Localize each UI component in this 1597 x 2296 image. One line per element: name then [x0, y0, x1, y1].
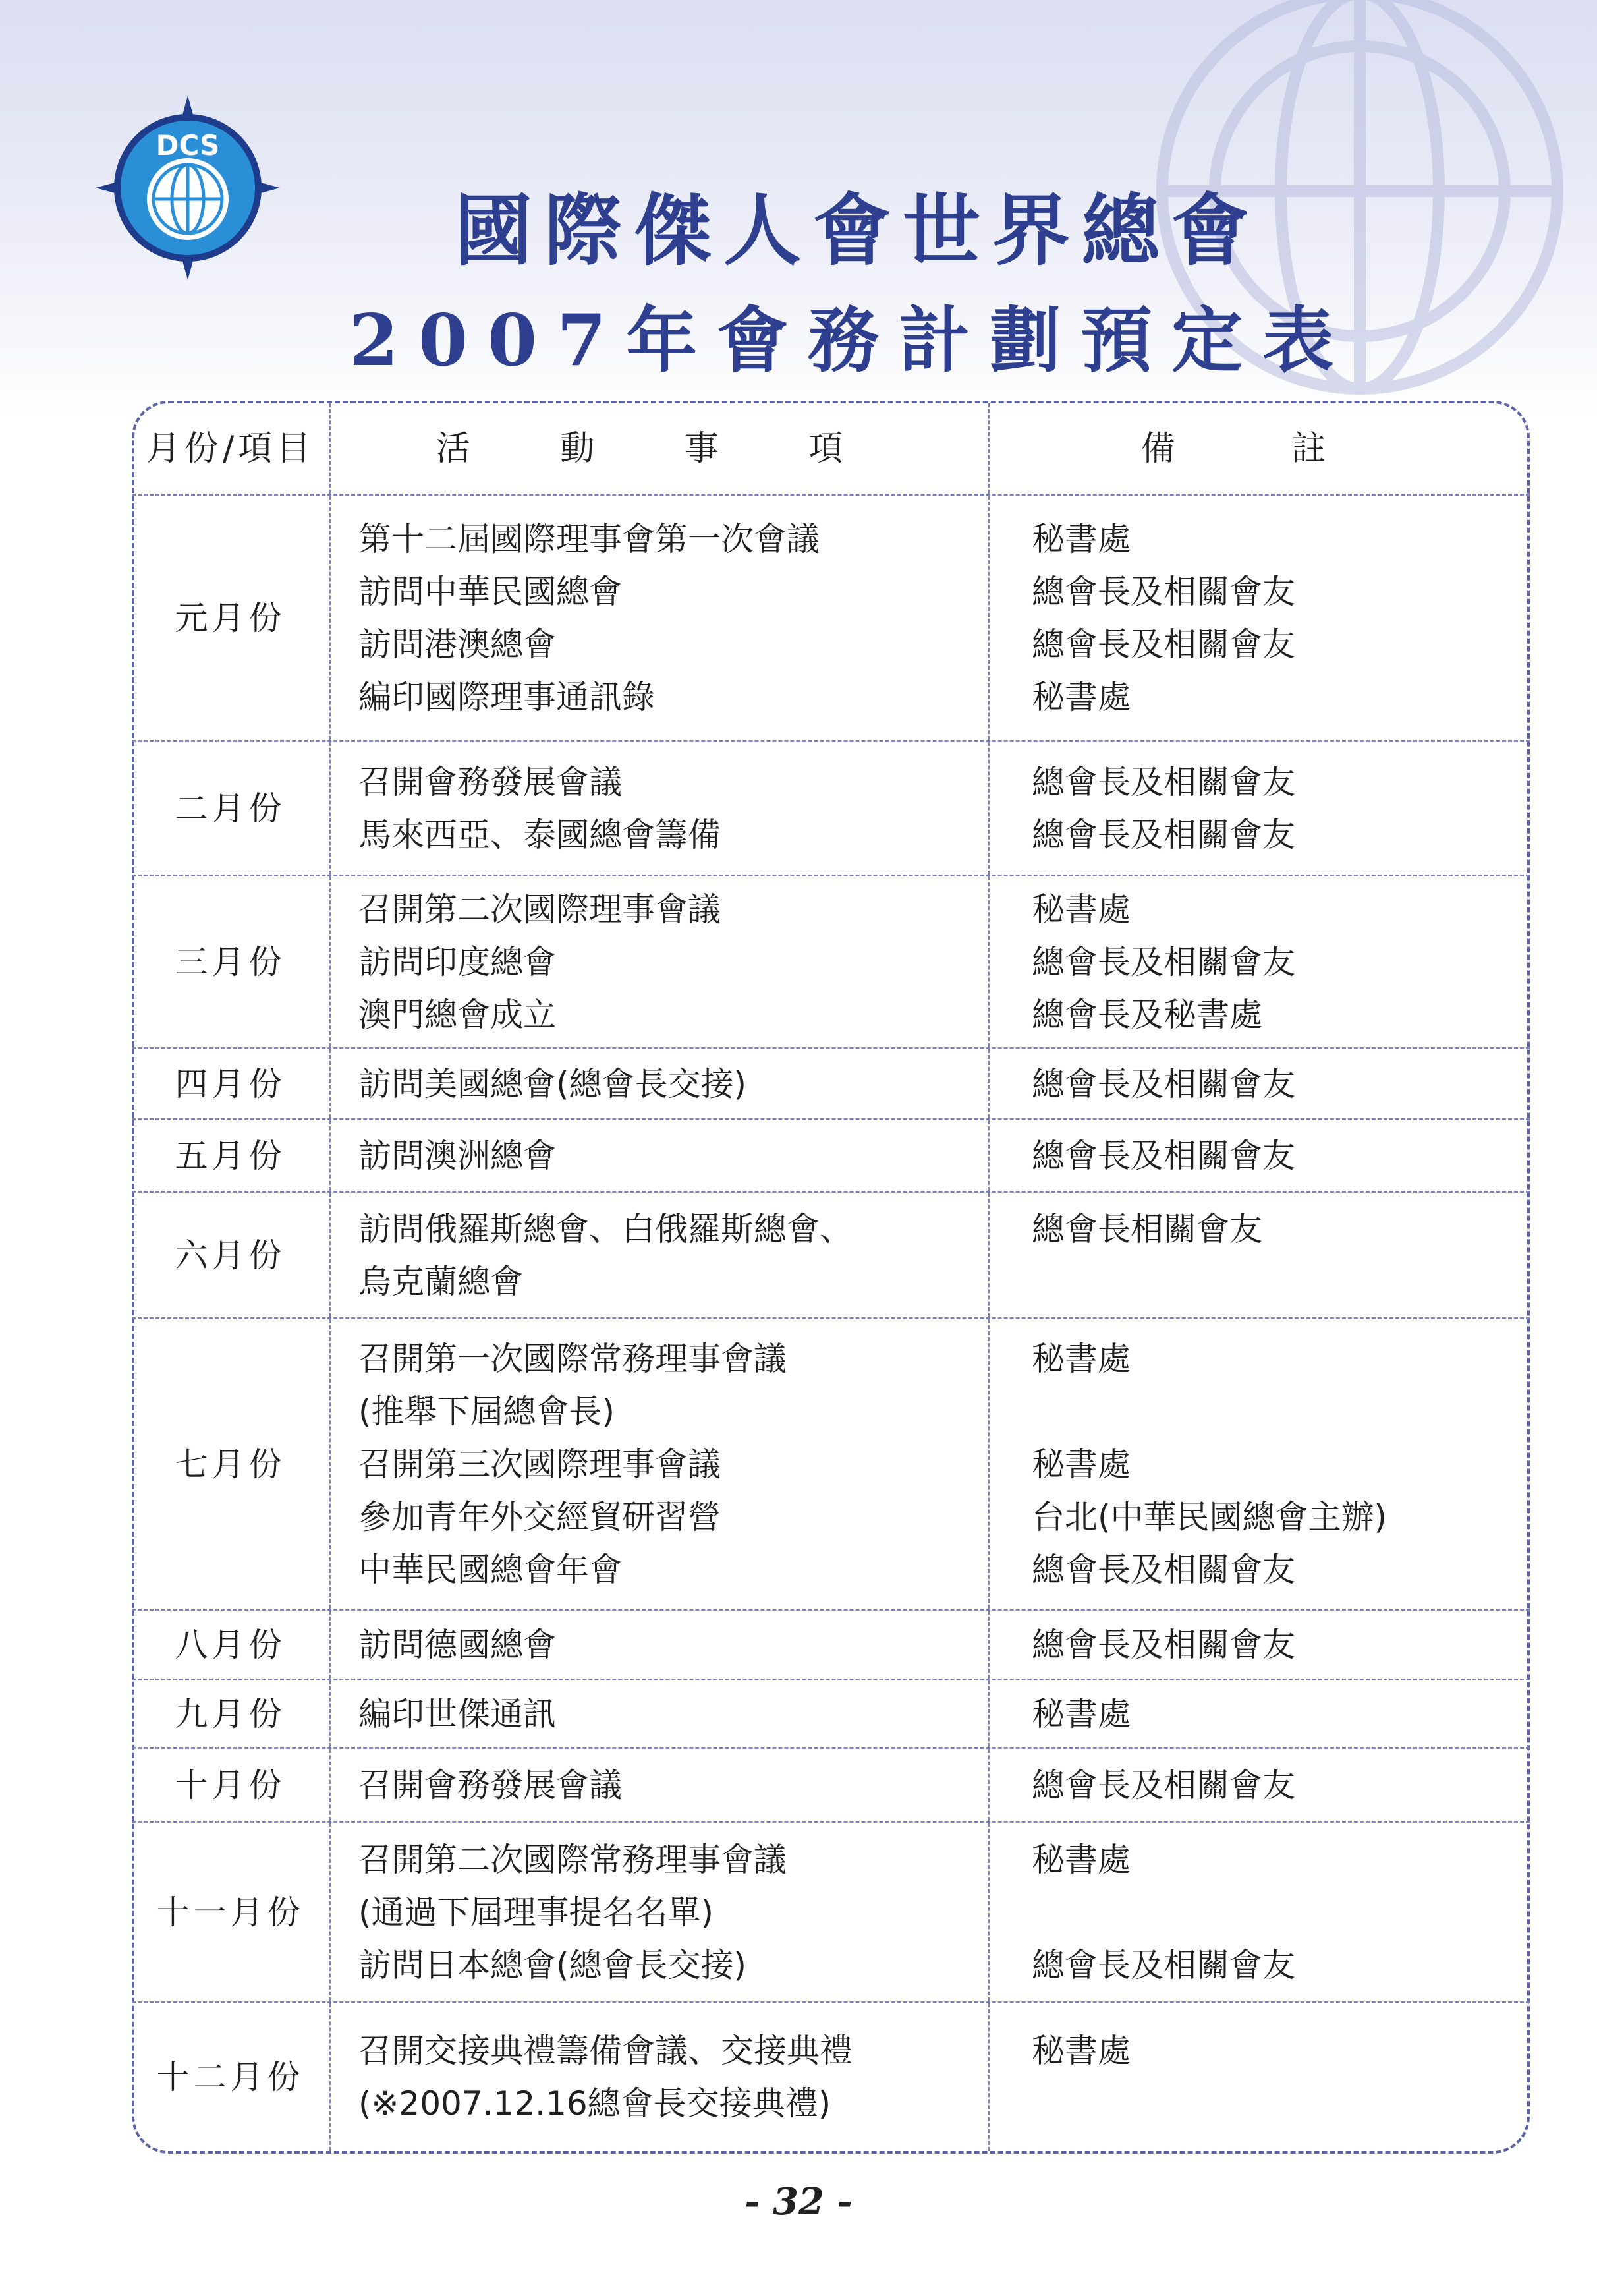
note-line	[1032, 1255, 1530, 1308]
note-line	[1032, 1385, 1530, 1438]
table-header-row	[132, 403, 1530, 496]
activity-line: 召開會務發展會議	[358, 762, 622, 801]
note-line: 總會長及相關會友	[1032, 572, 1295, 611]
activity-line: 訪問日本總會(總會長交接)	[358, 1945, 747, 1984]
table-row	[132, 2003, 1530, 2151]
activity-line: 召開第三次國際理事會議	[358, 1445, 721, 1483]
month-cell: 八月份	[132, 1611, 331, 1679]
note-cell	[990, 2003, 1530, 2151]
activity-cell	[331, 1319, 990, 1609]
activity-cell	[331, 1611, 990, 1679]
note-line	[1032, 1886, 1530, 1939]
note-cell	[990, 1680, 1530, 1747]
month-cell: 十二月份	[132, 2003, 331, 2151]
header-note: 備 註	[1140, 428, 1379, 469]
header-month: 月份/項目	[132, 403, 331, 494]
note-line: 總會長相關會友	[1032, 1209, 1262, 1248]
activity-cell	[331, 1193, 990, 1317]
note-line: 總會長及相關會友	[1032, 1765, 1295, 1804]
note-cell	[990, 1319, 1530, 1609]
note-cell	[990, 1749, 1530, 1821]
table-row	[132, 1749, 1530, 1823]
activity-line: 訪問印度總會	[358, 942, 556, 981]
note-cell	[990, 496, 1530, 740]
note-cell	[990, 1120, 1530, 1191]
month-cell: 十一月份	[132, 1823, 331, 2001]
note-line: 總會長及相關會友	[1032, 625, 1295, 664]
activity-cell	[331, 1120, 990, 1191]
activity-line: 訪問澳洲總會	[358, 1136, 556, 1175]
note-line	[1032, 2077, 1530, 2130]
activity-line: 訪問美國總會(總會長交接)	[358, 1064, 747, 1103]
month-cell: 九月份	[132, 1680, 331, 1747]
note-cell	[990, 876, 1530, 1047]
note-line: 總會長及秘書處	[1032, 995, 1262, 1034]
activity-line: 第十二屆國際理事會第一次會議	[358, 519, 820, 558]
note-line: 秘書處	[1032, 1339, 1131, 1378]
table-row	[132, 1680, 1530, 1749]
table-row	[132, 1823, 1530, 2003]
month-cell: 十月份	[132, 1749, 331, 1821]
page-title: 國際傑人會世界總會	[454, 185, 1261, 276]
note-cell	[990, 1611, 1530, 1679]
month-cell: 元月份	[132, 496, 331, 740]
month-cell: 四月份	[132, 1049, 331, 1118]
activity-cell	[331, 742, 990, 875]
note-line: 秘書處	[1032, 1694, 1131, 1733]
note-line: 總會長及相關會友	[1032, 1064, 1295, 1103]
activity-line: 訪問港澳總會	[358, 625, 556, 664]
note-line: 秘書處	[1032, 890, 1131, 929]
table-row	[132, 742, 1530, 876]
month-cell: 七月份	[132, 1319, 331, 1609]
note-line: 總會長及相關會友	[1032, 1136, 1295, 1175]
month-cell: 三月份	[132, 876, 331, 1047]
table-row	[132, 1611, 1530, 1680]
table-row	[132, 1193, 1530, 1319]
table-row	[132, 496, 1530, 742]
activity-line: 訪問德國總會	[358, 1625, 556, 1664]
activity-line: 中華民國總會年會	[358, 1550, 622, 1589]
activity-line: 參加青年外交經貿研習營	[358, 1497, 721, 1536]
note-cell	[990, 1193, 1530, 1317]
activity-cell	[331, 496, 990, 740]
note-cell	[990, 742, 1530, 875]
activity-line: 編印國際理事通訊錄	[358, 677, 655, 716]
note-line: 總會長及相關會友	[1032, 762, 1295, 801]
note-line: 總會長及相關會友	[1032, 1550, 1295, 1589]
logo-text: DCS	[155, 129, 220, 161]
activity-line: 澳門總會成立	[358, 995, 556, 1034]
note-line: 秘書處	[1032, 1840, 1131, 1879]
month-cell: 二月份	[132, 742, 331, 875]
activity-cell	[331, 1049, 990, 1118]
note-line: 秘書處	[1032, 677, 1131, 716]
activity-line: 召開交接典禮籌備會議、交接典禮	[358, 2032, 853, 2070]
note-line: 總會長及相關會友	[1032, 1625, 1295, 1664]
note-line: 總會長及相關會友	[1032, 1945, 1295, 1984]
activity-line: 召開第一次國際常務理事會議	[358, 1339, 787, 1378]
note-cell	[990, 1823, 1530, 2001]
note-line: 秘書處	[1032, 1445, 1131, 1483]
table-row	[132, 1049, 1530, 1120]
note-line: 秘書處	[1032, 2032, 1131, 2070]
header-activity: 活 動 事 項	[331, 403, 990, 494]
page-subtitle: 2007年會務計劃預定表	[349, 299, 1354, 382]
note-line: 台北(中華民國總會主辦)	[1032, 1497, 1387, 1536]
activity-line: 召開會務發展會議	[358, 1765, 622, 1804]
activity-cell	[331, 876, 990, 1047]
activity-line: (推舉下屆總會長)	[358, 1392, 615, 1431]
note-line: 總會長及相關會友	[1032, 815, 1295, 854]
table-row	[132, 1120, 1530, 1193]
month-cell: 五月份	[132, 1120, 331, 1191]
note-cell	[990, 1049, 1530, 1118]
activity-line: 訪問中華民國總會	[358, 572, 622, 611]
activity-cell	[331, 1680, 990, 1747]
activity-line: 馬來西亞、泰國總會籌備	[358, 815, 721, 854]
note-line: 總會長及相關會友	[1032, 942, 1295, 981]
activity-line: (※2007.12.16總會長交接典禮)	[358, 2084, 831, 2123]
page-number: - 32 -	[744, 2180, 853, 2224]
activity-line: 訪問俄羅斯總會、白俄羅斯總會、	[358, 1209, 853, 1248]
table-row	[132, 1319, 1530, 1611]
month-cell: 六月份	[132, 1193, 331, 1317]
activity-line: 召開第二次國際理事會議	[358, 890, 721, 929]
activity-line: 烏克蘭總會	[358, 1262, 523, 1301]
note-line: 秘書處	[1032, 519, 1131, 558]
activity-cell	[331, 1823, 990, 2001]
activity-line: 編印世傑通訊	[358, 1694, 556, 1733]
activity-cell	[331, 2003, 990, 2151]
activity-cell	[331, 1749, 990, 1821]
table-row	[132, 876, 1530, 1049]
activity-line: 召開第二次國際常務理事會議	[358, 1840, 787, 1879]
activity-line: (通過下屆理事提名名單)	[358, 1893, 714, 1932]
